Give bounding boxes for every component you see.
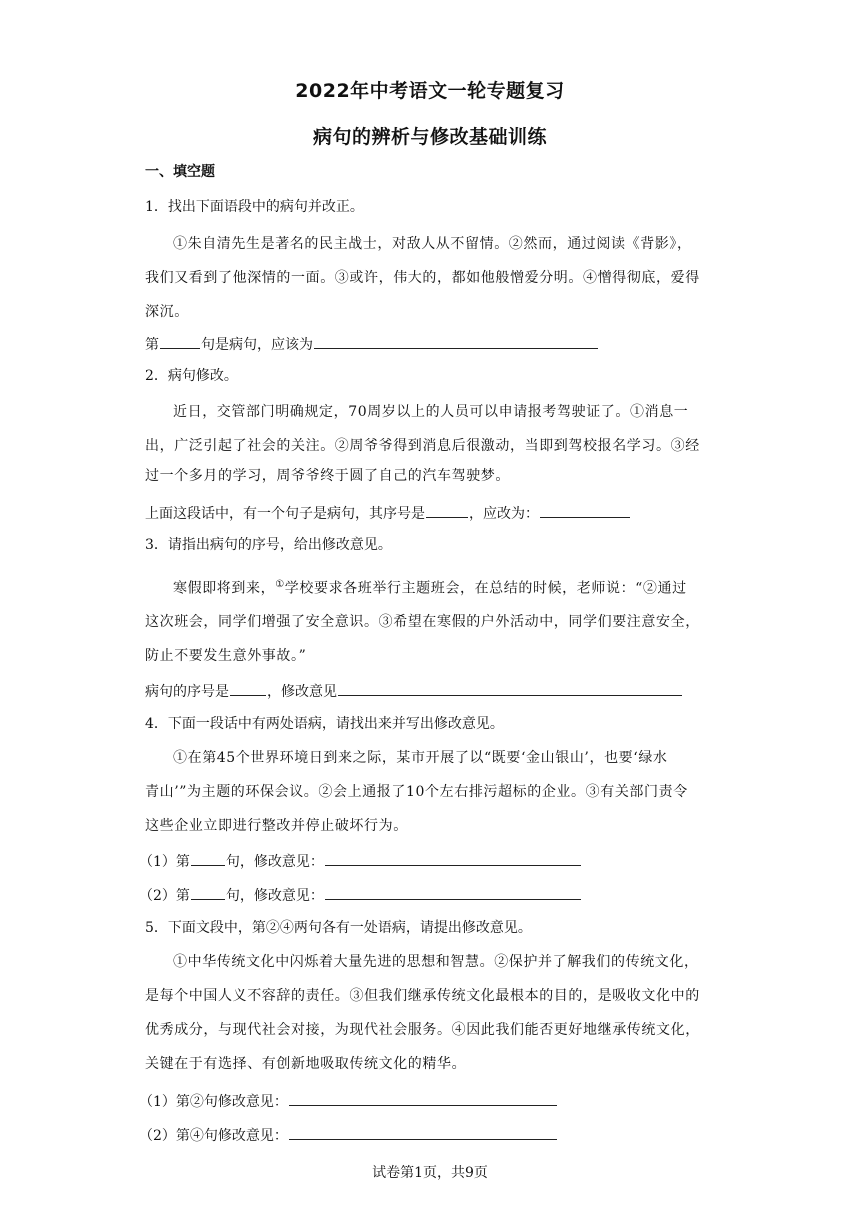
answer-blank[interactable] <box>160 333 200 349</box>
question-1-prompt: 1．找出下面语段中的病句并改正。 <box>145 199 364 215</box>
question-5-text-line-3: 优秀成分，与现代社会对接，为现代社会服务。④因此我们能否更好地继承传统文化， <box>145 1022 700 1038</box>
question-2-text-line-1: 近日，交管部门明确规定，70周岁以上的人员可以申请报考驾驶证了。①消息一 <box>173 404 689 420</box>
question-4-answer-1 <box>139 850 729 872</box>
question-2-text-line-3: 过一个多月的学习，周爷爷终于圆了自己的汽车驾驶梦。 <box>145 468 510 484</box>
answer-label: 句，修改意见： <box>225 888 324 904</box>
answer-label: 句是病句，应该为 <box>201 337 313 353</box>
answer-label: 第 <box>145 337 159 353</box>
answer-label: 病句的序号是 <box>145 684 229 700</box>
answer-blank[interactable] <box>191 850 225 866</box>
answer-label: 上面这段话中，有一个句子是病句，其序号是 <box>145 506 425 522</box>
question-3-text-line-3: 防止不要发生意外事故。” <box>145 648 307 664</box>
question-5-answer-1 <box>139 1090 729 1112</box>
question-2-prompt: 2．病句修改。 <box>145 368 238 384</box>
answer-blank[interactable] <box>325 850 581 866</box>
section-heading: 一、填空题 <box>145 164 215 180</box>
question-3-answer-row <box>145 680 735 702</box>
question-2-answer-row <box>145 502 735 524</box>
question-4-text-line-2: 青山’”为主题的环保会议。②会上通报了10个左右排污超标的企业。③有关部门责令 <box>145 784 688 800</box>
question-5-text-line-4: 关键在于有选择、有创新地吸取传统文化的精华。 <box>145 1056 467 1072</box>
answer-blank[interactable] <box>191 884 225 900</box>
question-1-answer-row <box>145 333 735 355</box>
question-4-text-line-1: ①在第45个世界环境日到来之际，某市开展了以“既要‘金山银山’，也要‘绿水 <box>173 750 668 766</box>
answer-blank[interactable] <box>230 680 266 696</box>
sentence-number-mark: ① <box>275 579 285 590</box>
question-3-text-part: 寒假即将到来， <box>173 580 276 597</box>
answer-blank[interactable] <box>338 680 682 696</box>
question-4-text-line-3: 这些企业立即进行整改并停止破坏行为。 <box>145 818 408 834</box>
answer-label: （2）第④句修改意见： <box>139 1128 288 1144</box>
page-title: 2022年中考语文一轮专题复习 <box>295 80 565 102</box>
page-subtitle: 病句的辨析与修改基础训练 <box>312 126 547 148</box>
answer-blank[interactable] <box>289 1124 557 1140</box>
answer-label: （1）第②句修改意见： <box>139 1094 288 1110</box>
question-5-prompt: 5．下面文段中，第②④两句各有一处语病，请提出修改意见。 <box>145 920 532 936</box>
question-1-text-line-3: 深沉。 <box>145 304 189 320</box>
question-1-text-line-2: 我们又看到了他深情的一面。③或许，伟大的，都如他般憎爱分明。④憎得彻底，爱得 <box>145 270 700 286</box>
answer-label: （2）第 <box>139 888 190 904</box>
answer-label: ，应改为： <box>469 506 539 522</box>
question-4-answer-2 <box>139 884 729 906</box>
question-2-text-line-2: 出，广泛引起了社会的关注。②周爷爷得到消息后很激动，当即到驾校报名学习。③经 <box>145 438 700 454</box>
question-5-text-line-1: ①中华传统文化中闪烁着大量先进的思想和智慧。②保护并了解我们的传统文化， <box>173 954 699 970</box>
question-3-text-line-1 <box>173 575 735 599</box>
answer-label: 句，修改意见： <box>225 854 324 870</box>
question-4-prompt: 4．下面一段话中有两处语病，请找出来并写出修改意见。 <box>145 716 504 732</box>
page-footer: 试卷第1页，共9页 <box>372 1165 488 1181</box>
answer-label: ，修改意见 <box>267 684 337 700</box>
question-3-text-part: 学校要求各班举行主题班会，在总结的时候，老师说：“②通过 <box>284 580 687 597</box>
answer-blank[interactable] <box>540 502 630 518</box>
question-5-answer-2 <box>139 1124 729 1146</box>
question-3-prompt: 3．请指出病句的序号，给出修改意见。 <box>145 537 392 553</box>
answer-blank[interactable] <box>325 884 581 900</box>
answer-label: （1）第 <box>139 854 190 870</box>
question-3-text-line-2: 这次班会，同学们增强了安全意识。③希望在寒假的户外活动中，同学们要注意安全， <box>145 614 700 630</box>
question-5-text-line-2: 是每个中国人义不容辞的责任。③但我们继承传统文化最根本的目的，是吸收文化中的 <box>145 988 700 1004</box>
answer-blank[interactable] <box>289 1090 557 1106</box>
answer-blank[interactable] <box>314 333 598 349</box>
answer-blank[interactable] <box>426 502 468 518</box>
question-1-text-line-1: ①朱自清先生是著名的民主战士，对敌人从不留情。②然而，通过阅读《背影》， <box>173 236 692 252</box>
